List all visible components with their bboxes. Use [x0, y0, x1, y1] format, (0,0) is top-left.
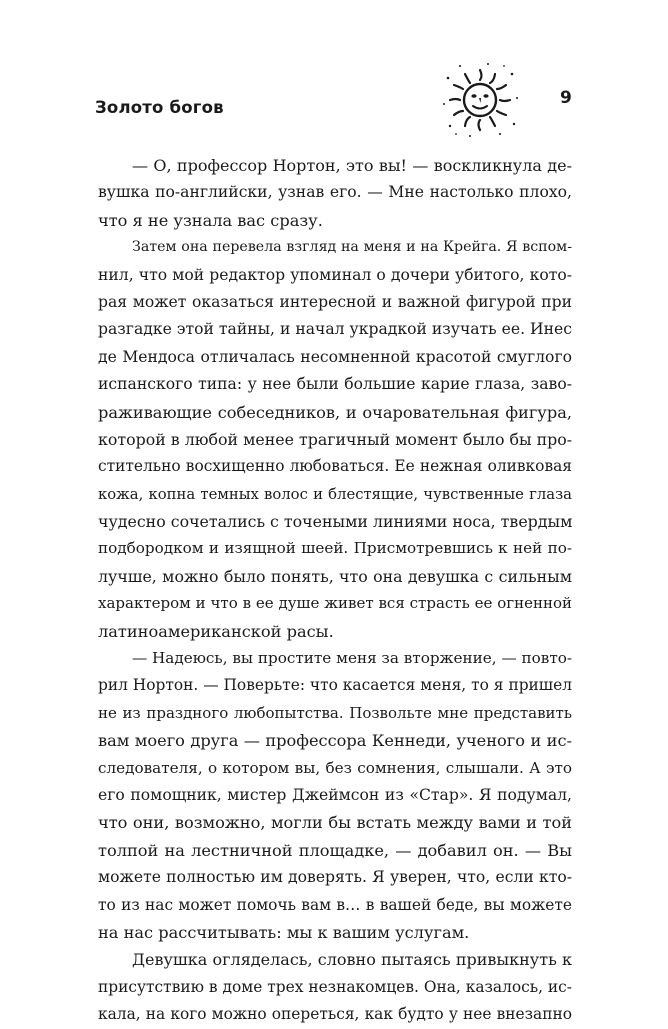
text-line: — О, профессор Нортон, это вы! — воскликнула де-: [132, 156, 572, 175]
text-line: на нас рассчитывать: мы к вашим услугам.: [98, 922, 470, 942]
text-line: раживающие собеседников, и очаровательная фигура,: [98, 402, 572, 422]
text-line: испанского типа: у нее были большие карие глаза, заво-: [98, 375, 572, 394]
text-line: не из праздного любопытства. Позвольте мне представить: [98, 703, 572, 722]
text-line: нил, что мой редактор упоминал о дочери убитого, кото-: [98, 265, 572, 284]
text-line: разгадке этой тайны, и начал украдкой изучать ее. Инес: [98, 320, 572, 339]
text-line: стительно восхищенно любоваться. Ее нежная оливковая: [98, 457, 572, 476]
text-line: — Надеюсь, вы простите меня за вторжение, — повто-: [132, 649, 572, 668]
text-line: что я не узнала вас сразу.: [98, 210, 323, 230]
text-line: его помощник, мистер Джеймсон из «Стар». Я подумал,: [98, 785, 572, 804]
text-line: Девушка огляделась, словно пытаясь привыкнуть к: [132, 950, 572, 970]
text-line: которой в любой менее трагичный момент было бы про-: [98, 429, 573, 449]
text-line: следователя, о котором вы, без сомнения, слышали. А это: [98, 758, 572, 777]
text-line: кожа, копна темных волос и блестящие, чувственные глаза: [98, 485, 572, 503]
text-line: Затем она перевела взгляд на меня и на Крейга. Я вспом-: [132, 239, 572, 256]
text-line: вушка по-английски, узнав его. — Мне настолько плохо,: [98, 183, 572, 202]
text-line: кала, на кого можно опереться, как будто у нее внезапно: [98, 1005, 572, 1024]
running-head-title: Золото богов: [95, 98, 224, 117]
text-line: присутствию в доме трех незнакомцев. Она, казалось, ис-: [98, 977, 572, 996]
text-line: то из нас может помочь вам в… в вашей беде, вы можете: [98, 895, 572, 914]
text-line: рил Нортон. — Поверьте: что касается меня, то я пришел: [98, 676, 572, 695]
text-line: латиноамериканской расы.: [98, 621, 334, 641]
text-line: лучше, можно было понять, что она девушка с сильным: [98, 566, 572, 586]
text-line: вам моего друга — профессора Кеннеди, ученого и ис-: [98, 731, 572, 751]
text-line: подбородком и изящной шеей. Присмотревшись к ней по-: [98, 539, 572, 558]
text-line: характером и что в ее душе живет вся страсть ее огненной: [98, 594, 572, 613]
text-line: можете полностью им доверять. Я уверен, что, если кто-: [98, 868, 572, 887]
page-number: 9: [560, 88, 572, 108]
sun-face-icon: [440, 60, 520, 140]
body-text: [98, 152, 572, 1029]
text-line: что они, возможно, могли бы встать между вами и той: [98, 813, 572, 833]
text-line: чудесно сочетались с точеными линиями носа, твердым: [98, 512, 573, 532]
text-line: толпой на лестничной площадке, — добавил он. — Вы: [98, 840, 572, 860]
text-line: рая может оказаться интересной и важной фигурой при: [98, 292, 572, 311]
text-line: де Мендоса отличалась несомненной красотой смуглого: [98, 347, 572, 366]
